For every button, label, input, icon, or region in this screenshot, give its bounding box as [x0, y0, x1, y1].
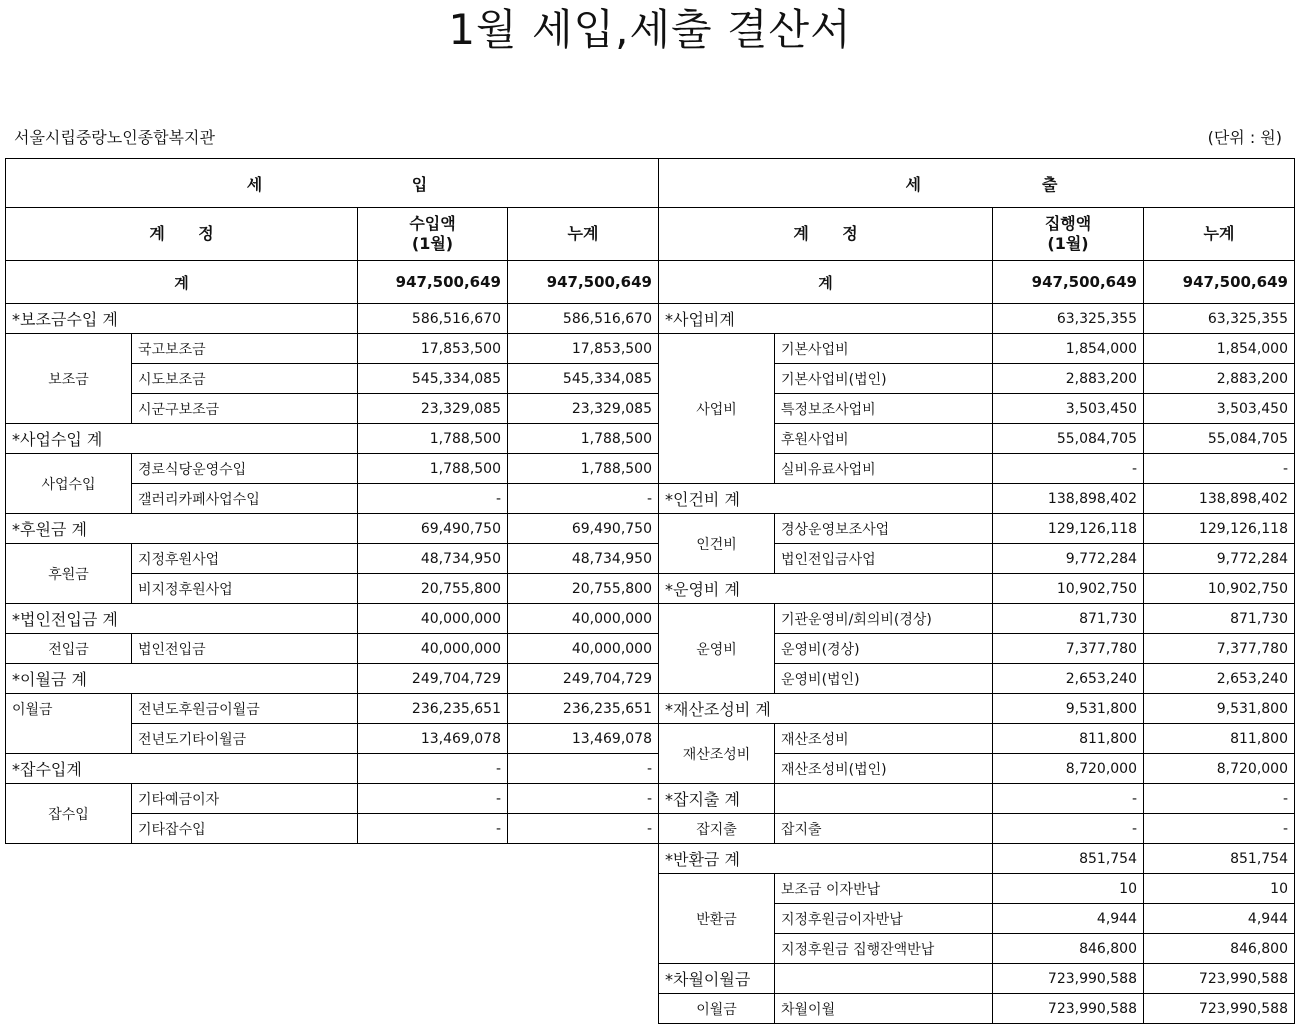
expense-misc-item-name: 잡지출: [775, 814, 993, 844]
expense-labor-group-label: 인건비: [659, 514, 775, 574]
income-carry-subtotal-amount: 249,704,729: [358, 664, 508, 694]
expense-ops-item-amount: 871,730: [993, 604, 1144, 634]
income-subsidy-item-cumulative: 545,334,085: [508, 364, 659, 394]
expense-next-group-label: 이월금: [659, 994, 775, 1024]
expense-biz-subtotal-label: *사업비계: [659, 304, 993, 334]
expense-col-amount: [993, 208, 1144, 261]
expense-asset-group-label: 재산조성비: [659, 724, 775, 784]
income-donation-subtotal-amount: 69,490,750: [358, 514, 508, 544]
expense-misc-item-amount: -: [993, 814, 1144, 844]
expense-labor-item-cumulative: 129,126,118: [1144, 514, 1295, 544]
expense-biz-item-name: 기본사업비: [775, 334, 993, 364]
expense-ops-item-cumulative: 871,730: [1144, 604, 1295, 634]
income-subsidy-item-name: 국고보조금: [132, 334, 358, 364]
expense-header-b: 출: [1042, 174, 1058, 194]
income-transfer-item-amount: 40,000,000: [358, 634, 508, 664]
expense-labor-item-name: 경상운영보조사업: [775, 514, 993, 544]
income-misc-subtotal-label: *잡수입계: [6, 754, 358, 784]
income-business-subtotal-cumulative: 1,788,500: [508, 424, 659, 454]
income-donation-subtotal-label: *후원금 계: [6, 514, 358, 544]
expense-ops-item-name: 운영비(경상): [775, 634, 993, 664]
expense-col-account-text: 계 정: [793, 224, 858, 243]
income-col-account: [6, 208, 358, 261]
expense-ops-subtotal-row: [659, 574, 1295, 604]
income-total-row: [6, 261, 659, 304]
income-total-amount: 947,500,649: [358, 261, 508, 304]
expense-biz-subtotal-cumulative: 63,325,355: [1144, 304, 1295, 334]
income-misc-item-amount: -: [358, 814, 508, 844]
income-carry-subtotal-label: *이월금 계: [6, 664, 358, 694]
income-subsidy-subtotal-cumulative: 586,516,670: [508, 304, 659, 334]
expense-next-item-cumulative: 723,990,588: [1144, 994, 1295, 1024]
income-business-item-name: 갤러리카페사업수입: [132, 484, 358, 514]
income-subsidy-subtotal-row: [6, 304, 659, 334]
expense-biz-subtotal-amount: 63,325,355: [993, 304, 1144, 334]
expense-next-item-amount: 723,990,588: [993, 994, 1144, 1024]
income-donation-item-amount: 48,734,950: [358, 544, 508, 574]
income-carry-item-cumulative: 13,469,078: [508, 724, 659, 754]
expense-header-a: 세: [905, 174, 921, 194]
expense-refund-group-label: 반환금: [659, 874, 775, 964]
expense-ops-subtotal-label: *운영비 계: [659, 574, 993, 604]
expense-asset-item-name: 재산조성비(법인): [775, 754, 993, 784]
expense-asset-item-amount: 8,720,000: [993, 754, 1144, 784]
income-header-b: 입: [411, 174, 428, 194]
expense-asset-item-amount: 811,800: [993, 724, 1144, 754]
page-title: 1월 세입,세출 결산서: [448, 5, 852, 54]
expense-labor-subtotal-amount: 138,898,402: [993, 484, 1144, 514]
expense-asset-item-cumulative: 811,800: [1144, 724, 1295, 754]
income-business-subtotal-label: *사업수입 계: [6, 424, 358, 454]
income-header-cell: [6, 159, 659, 208]
expense-next-subtotal-label: *차월이월금: [659, 964, 775, 994]
expense-ops-group-label: 운영비: [659, 604, 775, 694]
income-business-subtotal-row: [6, 424, 659, 454]
expense-refund-subtotal-row: [659, 844, 1295, 874]
expense-asset-subtotal-label: *재산조성비 계: [659, 694, 993, 724]
income-business-item-row: [6, 454, 659, 484]
income-carry-item-amount: 13,469,078: [358, 724, 508, 754]
expense-table: [658, 158, 1295, 1024]
expense-misc-subtotal-cumulative: -: [1144, 784, 1295, 814]
income-misc-item-cumulative: -: [508, 784, 659, 814]
expense-biz-group-label: 사업비: [659, 334, 775, 484]
income-carry-group-label: 이월금: [6, 694, 132, 724]
income-col-amount-line1: 수입액: [409, 214, 456, 233]
income-table: [5, 158, 659, 844]
expense-misc-group-label: 잡지출: [659, 814, 775, 844]
income-carry-group-blank: [6, 724, 132, 754]
expense-asset-subtotal-amount: 9,531,800: [993, 694, 1144, 724]
expense-ops-item-name: 운영비(법인): [775, 664, 993, 694]
income-misc-item-cumulative: -: [508, 814, 659, 844]
expense-labor-item-amount: 9,772,284: [993, 544, 1144, 574]
income-misc-item-name: 기타잡수입: [132, 814, 358, 844]
income-header-row: [6, 159, 659, 208]
expense-asset-item-name: 재산조성비: [775, 724, 993, 754]
income-carry-item-amount: 236,235,651: [358, 694, 508, 724]
income-subsidy-item-cumulative: 23,329,085: [508, 394, 659, 424]
expense-ops-item-cumulative: 7,377,780: [1144, 634, 1295, 664]
expense-biz-item-name: 실비유료사업비: [775, 454, 993, 484]
income-transfer-group-label: 전입금: [6, 634, 132, 664]
expense-ops-item-amount: 2,653,240: [993, 664, 1144, 694]
income-subsidy-item-cumulative: 17,853,500: [508, 334, 659, 364]
expense-refund-item-name: 지정후원금 집행잔액반납: [775, 934, 993, 964]
income-transfer-subtotal-amount: 40,000,000: [358, 604, 508, 634]
income-misc-subtotal-cumulative: -: [508, 754, 659, 784]
expense-biz-item-name: 특정보조사업비: [775, 394, 993, 424]
expense-biz-item-amount: -: [993, 454, 1144, 484]
expense-asset-subtotal-cumulative: 9,531,800: [1144, 694, 1295, 724]
expense-refund-item-name: 지정후원금이자반납: [775, 904, 993, 934]
expense-biz-subtotal-row: [659, 304, 1295, 334]
expense-asset-subtotal-row: [659, 694, 1295, 724]
income-donation-item-amount: 20,755,800: [358, 574, 508, 604]
income-donation-item-cumulative: 48,734,950: [508, 544, 659, 574]
income-subsidy-item-amount: 17,853,500: [358, 334, 508, 364]
income-misc-group-label: 잡수입: [6, 784, 132, 844]
expense-biz-item-cumulative: 1,854,000: [1144, 334, 1295, 364]
expense-ops-subtotal-cumulative: 10,902,750: [1144, 574, 1295, 604]
expense-labor-item-amount: 129,126,118: [993, 514, 1144, 544]
expense-next-subtotal-cumulative: 723,990,588: [1144, 964, 1295, 994]
expense-header-row: [659, 159, 1295, 208]
income-business-item-amount: -: [358, 484, 508, 514]
income-transfer-subtotal-label: *법인전입금 계: [6, 604, 358, 634]
income-total-label: 계: [6, 261, 358, 304]
expense-misc-item-cumulative: -: [1144, 814, 1295, 844]
expense-next-item-name: 차월이월: [775, 994, 993, 1024]
organization-name: 서울시립중랑노인종합복지관: [14, 128, 215, 147]
expense-biz-item-row: [659, 334, 1295, 364]
income-carry-item-name: 전년도기타이월금: [132, 724, 358, 754]
expense-refund-item-row: [659, 874, 1295, 904]
expense-refund-item-cumulative: 4,944: [1144, 904, 1295, 934]
income-header-a: 세: [246, 174, 263, 194]
expense-refund-item-amount: 10: [993, 874, 1144, 904]
expense-column-header-row: [659, 208, 1295, 261]
expense-biz-item-amount: 2,883,200: [993, 364, 1144, 394]
expense-misc-subtotal-blank: [775, 784, 993, 814]
expense-misc-subtotal-amount: -: [993, 784, 1144, 814]
income-misc-item-row: [6, 784, 659, 814]
income-col-cumulative: 누계: [508, 208, 659, 261]
income-misc-subtotal-amount: -: [358, 754, 508, 784]
expense-ops-item-row: [659, 604, 1295, 634]
income-transfer-item-name: 법인전입금: [132, 634, 358, 664]
income-donation-item-row: [6, 544, 659, 574]
expense-biz-item-amount: 55,084,705: [993, 424, 1144, 454]
expense-labor-item-name: 법인전입금사업: [775, 544, 993, 574]
expense-refund-item-cumulative: 846,800: [1144, 934, 1295, 964]
expense-ops-item-name: 기관운영비/회의비(경상): [775, 604, 993, 634]
expense-col-amount-line2: (1월): [1047, 234, 1089, 253]
income-carry-item-cumulative: 236,235,651: [508, 694, 659, 724]
income-donation-subtotal-cumulative: 69,490,750: [508, 514, 659, 544]
expense-biz-item-cumulative: -: [1144, 454, 1295, 484]
income-subsidy-item-amount: 545,334,085: [358, 364, 508, 394]
income-subsidy-subtotal-label: *보조금수입 계: [6, 304, 358, 334]
expense-total-row: [659, 261, 1295, 304]
expense-asset-item-row: [659, 724, 1295, 754]
income-business-item-amount: 1,788,500: [358, 454, 508, 484]
expense-refund-subtotal-amount: 851,754: [993, 844, 1144, 874]
expense-misc-subtotal-row: [659, 784, 1295, 814]
expense-labor-subtotal-cumulative: 138,898,402: [1144, 484, 1295, 514]
income-subsidy-group-label: 보조금: [6, 334, 132, 424]
expense-next-subtotal-row: [659, 964, 1295, 994]
income-subsidy-subtotal-amount: 586,516,670: [358, 304, 508, 334]
expense-ops-item-amount: 7,377,780: [993, 634, 1144, 664]
expense-total-label: 계: [659, 261, 993, 304]
income-transfer-item-cumulative: 40,000,000: [508, 634, 659, 664]
income-donation-item-name: 지정후원사업: [132, 544, 358, 574]
income-business-item-cumulative: -: [508, 484, 659, 514]
expense-refund-item-cumulative: 10: [1144, 874, 1295, 904]
expense-next-subtotal-amount: 723,990,588: [993, 964, 1144, 994]
expense-labor-subtotal-label: *인건비 계: [659, 484, 993, 514]
income-business-item-cumulative: 1,788,500: [508, 454, 659, 484]
expense-biz-item-name: 후원사업비: [775, 424, 993, 454]
income-donation-subtotal-row: [6, 514, 659, 544]
income-subsidy-item-row: [6, 334, 659, 364]
expense-refund-item-amount: 846,800: [993, 934, 1144, 964]
expense-ops-item-cumulative: 2,653,240: [1144, 664, 1295, 694]
expense-refund-subtotal-label: *반환금 계: [659, 844, 993, 874]
income-donation-item-name: 비지정후원사업: [132, 574, 358, 604]
expense-total-amount: 947,500,649: [993, 261, 1144, 304]
expense-ops-subtotal-amount: 10,902,750: [993, 574, 1144, 604]
expense-biz-item-amount: 3,503,450: [993, 394, 1144, 424]
income-donation-group-label: 후원금: [6, 544, 132, 604]
expense-biz-item-cumulative: 55,084,705: [1144, 424, 1295, 454]
income-subsidy-item-amount: 23,329,085: [358, 394, 508, 424]
expense-next-subtotal-blank: [775, 964, 993, 994]
income-col-account-text: 계 정: [149, 224, 214, 243]
income-business-group-label: 사업수입: [6, 454, 132, 514]
income-carry-subtotal-cumulative: 249,704,729: [508, 664, 659, 694]
income-misc-subtotal-row: [6, 754, 659, 784]
income-transfer-subtotal-row: [6, 604, 659, 634]
income-subsidy-item-name: 시군구보조금: [132, 394, 358, 424]
income-carry-item-row: [6, 694, 659, 724]
income-misc-item-name: 기타예금이자: [132, 784, 358, 814]
expense-labor-item-row: [659, 514, 1295, 544]
expense-col-amount-line1: 집행액: [1044, 214, 1092, 233]
income-carry-item-name: 전년도후원금이월금: [132, 694, 358, 724]
income-transfer-subtotal-cumulative: 40,000,000: [508, 604, 659, 634]
expense-total-cumulative: 947,500,649: [1144, 261, 1295, 304]
expense-biz-item-amount: 1,854,000: [993, 334, 1144, 364]
income-transfer-item-row: [6, 634, 659, 664]
income-misc-item-amount: -: [358, 784, 508, 814]
income-subsidy-item-name: 시도보조금: [132, 364, 358, 394]
expense-labor-subtotal-row: [659, 484, 1295, 514]
expense-misc-item-row: [659, 814, 1295, 844]
income-carry-item-row: [6, 724, 659, 754]
expense-refund-item-amount: 4,944: [993, 904, 1144, 934]
income-column-header-row: [6, 208, 659, 261]
income-business-subtotal-amount: 1,788,500: [358, 424, 508, 454]
income-business-item-name: 경로식당운영수입: [132, 454, 358, 484]
expense-col-cumulative: 누계: [1144, 208, 1295, 261]
expense-refund-subtotal-cumulative: 851,754: [1144, 844, 1295, 874]
income-total-cumulative: 947,500,649: [508, 261, 659, 304]
expense-col-account: [659, 208, 993, 261]
expense-refund-item-name: 보조금 이자반납: [775, 874, 993, 904]
expense-biz-item-cumulative: 3,503,450: [1144, 394, 1295, 424]
expense-header-cell: [659, 159, 1295, 208]
expense-misc-subtotal-label: *잡지출 계: [659, 784, 775, 814]
income-col-amount-line2: (1월): [411, 234, 454, 253]
income-col-amount: [358, 208, 508, 261]
income-donation-item-cumulative: 20,755,800: [508, 574, 659, 604]
expense-biz-item-name: 기본사업비(법인): [775, 364, 993, 394]
income-carry-subtotal-row: [6, 664, 659, 694]
expense-next-item-row: [659, 994, 1295, 1024]
expense-biz-item-cumulative: 2,883,200: [1144, 364, 1295, 394]
unit-label: (단위 : 원): [1207, 128, 1282, 147]
expense-asset-item-cumulative: 8,720,000: [1144, 754, 1295, 784]
expense-labor-item-cumulative: 9,772,284: [1144, 544, 1295, 574]
